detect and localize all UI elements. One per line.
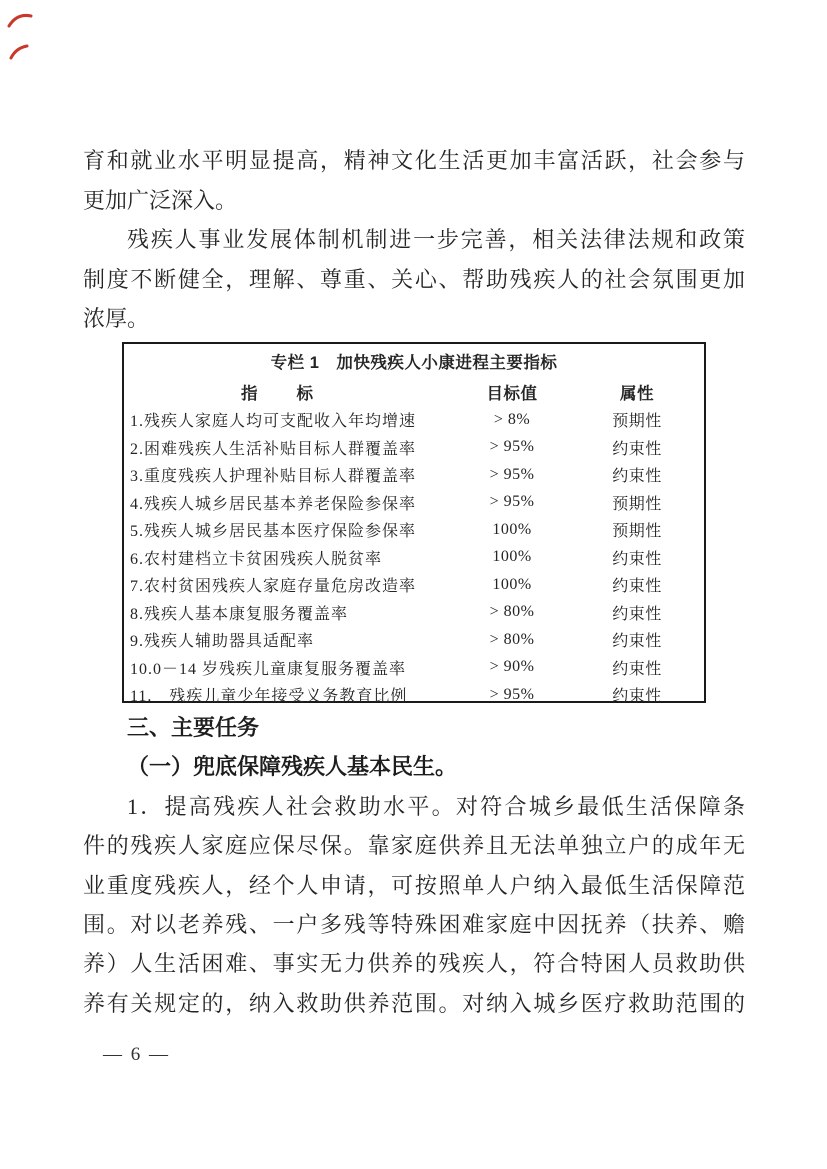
table-row (124, 599, 704, 627)
header-target: 目标值 (486, 384, 538, 403)
target-cell: > 95% (489, 685, 535, 703)
table-row (124, 626, 704, 654)
attribute-cell: 约束性 (612, 578, 662, 596)
header-indicator: 指 标 (241, 384, 315, 403)
attribute-cell: 约束性 (612, 605, 662, 623)
table-row (124, 489, 704, 517)
paragraph-line: 养有关规定的，纳入救助供养范围。对纳入城乡医疗救助范围的 (83, 990, 745, 1016)
indicator-cell: 8.残疾人基本康复服务覆盖率 (130, 605, 349, 623)
indicator-cell: 1.残疾人家庭人均可支配收入年均增速 (130, 413, 417, 431)
target-cell: > 80% (489, 603, 535, 621)
attribute-cell: 约束性 (612, 633, 662, 651)
red-pen-marks-icon (4, 6, 44, 68)
table-row (124, 544, 704, 572)
table-row (124, 461, 704, 489)
section-subheading: （一）兜底保障残疾人基本民生。 (127, 754, 458, 780)
indicator-table (122, 342, 706, 706)
table-row (124, 681, 704, 709)
paragraph-line: 围。对以老养残、一户多残等特殊困难家庭中因抚养（扶养、赡 (83, 912, 745, 938)
table-row (124, 434, 704, 462)
paragraph-line: 制度不断健全，理解、尊重、关心、帮助残疾人的社会氛围更加 (83, 266, 745, 292)
page-number: — 6 — (103, 1044, 170, 1065)
paragraph-line: 残疾人事业发展体制机制进一步完善，相关法律法规和政策 (127, 227, 745, 252)
top-paragraphs (83, 141, 745, 339)
attribute-cell: 约束性 (612, 440, 662, 458)
paragraph-line: 业重度残疾人，经个人申请，可按照单人户纳入最低生活保障范 (83, 872, 745, 898)
table-header-row (124, 377, 704, 406)
target-cell: 100% (492, 575, 532, 593)
attribute-cell: 预期性 (612, 495, 662, 513)
indicator-cell: 11. 残疾儿童少年接受义务教育比例 (130, 688, 408, 706)
paragraph-line: 养）人生活困难、事实无力供养的残疾人，符合特困人员救助供 (83, 951, 745, 977)
table-row (124, 516, 704, 544)
target-cell: > 80% (489, 630, 535, 648)
attribute-cell: 约束性 (612, 660, 662, 678)
indicator-cell: 10.0－14 岁残疾儿童康复服务覆盖率 (130, 660, 407, 678)
indicator-cell: 6.农村建档立卡贫困残疾人脱贫率 (130, 550, 383, 568)
paragraph-line: 件的残疾人家庭应保尽保。靠家庭供养且无法单独立户的成年无 (83, 833, 745, 859)
paragraph-line: 更加广泛深入。 (83, 187, 238, 213)
section-heading: 三、主要任务 (127, 715, 260, 740)
header-attribute: 属性 (620, 384, 654, 403)
target-cell: > 90% (489, 658, 535, 676)
indicator-cell: 3.重度残疾人护理补贴目标人群覆盖率 (130, 468, 417, 486)
target-cell: 100% (492, 520, 532, 538)
indicator-cell: 9.残疾人辅助器具适配率 (130, 633, 315, 651)
attribute-cell: 约束性 (612, 688, 662, 706)
indicator-cell: 5.残疾人城乡居民基本医疗保险参保率 (130, 523, 417, 541)
table-row (124, 571, 704, 599)
paragraph-line: 浓厚。 (83, 306, 150, 331)
attribute-cell: 预期性 (612, 413, 662, 431)
target-cell: > 95% (489, 493, 535, 511)
target-cell: > 95% (489, 465, 535, 483)
tasks-section (83, 708, 745, 1023)
table-row (124, 654, 704, 682)
attribute-cell: 约束性 (612, 550, 662, 568)
indicator-cell: 7.农村贫困残疾人家庭存量危房改造率 (130, 578, 417, 596)
paragraph-line: 1．提高残疾人社会救助水平。对符合城乡最低生活保障条 (127, 793, 745, 819)
attribute-cell: 约束性 (612, 468, 662, 486)
table-row (124, 406, 704, 434)
target-cell: > 8% (493, 410, 531, 428)
attribute-cell: 预期性 (612, 523, 662, 541)
table-title: 专栏 1 加快残疾人小康进程主要指标 (270, 354, 558, 372)
target-cell: 100% (492, 548, 532, 566)
indicator-cell: 2.困难残疾人生活补贴目标人群覆盖率 (130, 440, 417, 458)
paragraph-line: 育和就业水平明显提高，精神文化生活更加丰富活跃，社会参与 (83, 148, 745, 173)
target-cell: > 95% (489, 438, 535, 456)
indicator-cell: 4.残疾人城乡居民基本养老保险参保率 (130, 495, 417, 513)
